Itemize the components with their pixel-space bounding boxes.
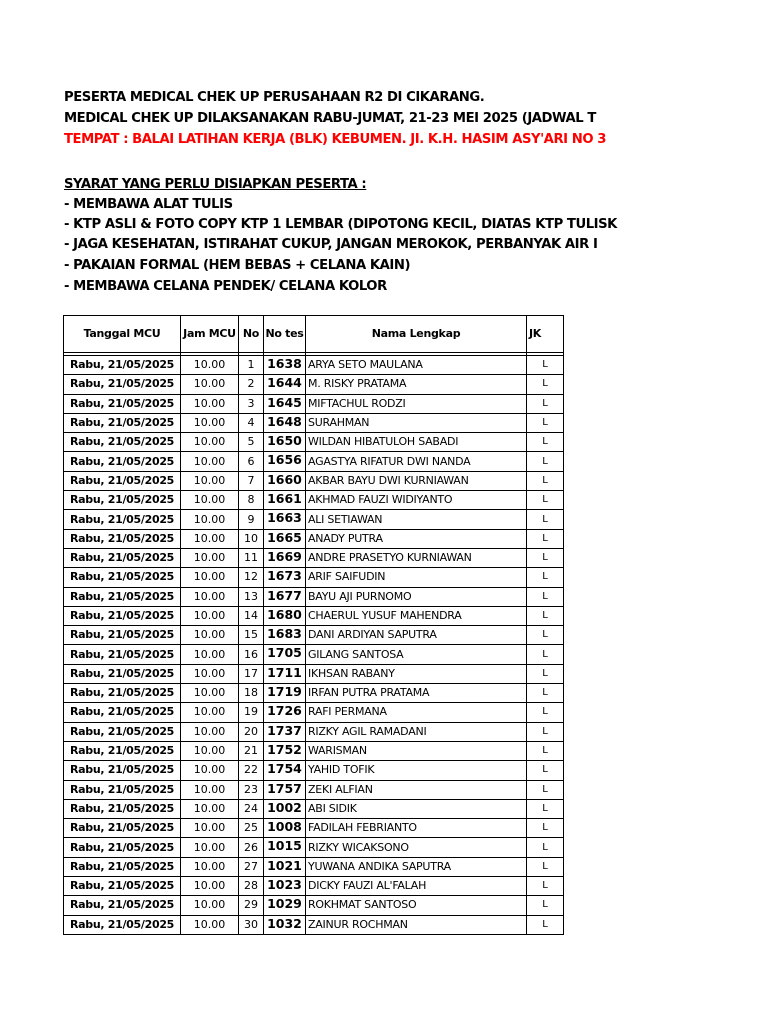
cell-no: 17 xyxy=(239,664,264,683)
cell-time: 10.00 xyxy=(181,664,239,683)
cell-time: 10.00 xyxy=(181,510,239,529)
cell-no: 26 xyxy=(239,838,264,857)
cell-gender: L xyxy=(527,857,564,876)
cell-no: 4 xyxy=(239,413,264,432)
cell-date: Rabu, 21/05/2025 xyxy=(64,877,181,896)
cell-date: Rabu, 21/05/2025 xyxy=(64,857,181,876)
requirement-item: - KTP ASLI & FOTO COPY KTP 1 LEMBAR (DIPOTONG KECIL, DIATAS KTP TULISK xyxy=(64,217,617,232)
cell-date: Rabu, 21/05/2025 xyxy=(64,722,181,741)
cell-date: Rabu, 21/05/2025 xyxy=(64,491,181,510)
cell-no: 13 xyxy=(239,587,264,606)
cell-time: 10.00 xyxy=(181,491,239,510)
cell-test-no: 1726 xyxy=(264,703,306,722)
cell-no: 27 xyxy=(239,857,264,876)
cell-no: 18 xyxy=(239,684,264,703)
table-row xyxy=(64,915,564,934)
cell-test-no: 1677 xyxy=(264,587,306,606)
cell-test-no: 1002 xyxy=(264,799,306,818)
col-header-full-name: Nama Lengkap xyxy=(306,316,527,353)
col-header-date: Tanggal MCU xyxy=(64,316,181,353)
cell-no: 14 xyxy=(239,606,264,625)
table-row xyxy=(64,645,564,664)
table-row xyxy=(64,664,564,683)
table-row xyxy=(64,452,564,471)
cell-date: Rabu, 21/05/2025 xyxy=(64,703,181,722)
cell-test-no: 1656 xyxy=(264,452,306,471)
cell-no: 23 xyxy=(239,780,264,799)
col-header-time: Jam MCU xyxy=(181,316,239,353)
table-row xyxy=(64,471,564,490)
cell-gender: L xyxy=(527,375,564,394)
cell-time: 10.00 xyxy=(181,877,239,896)
cell-time: 10.00 xyxy=(181,433,239,452)
cell-time: 10.00 xyxy=(181,896,239,915)
requirements-title: SYARAT YANG PERLU DISIAPKAN PESERTA : xyxy=(64,177,367,192)
cell-date: Rabu, 21/05/2025 xyxy=(64,356,181,375)
cell-test-no: 1015 xyxy=(264,838,306,857)
table-row xyxy=(64,684,564,703)
cell-time: 10.00 xyxy=(181,761,239,780)
cell-full-name: ZAINUR ROCHMAN xyxy=(306,915,527,934)
table-row xyxy=(64,838,564,857)
table-row xyxy=(64,413,564,432)
table-row xyxy=(64,799,564,818)
cell-test-no: 1669 xyxy=(264,548,306,567)
cell-full-name: AKBAR BAYU DWI KURNIAWAN xyxy=(306,471,527,490)
cell-test-no: 1638 xyxy=(264,356,306,375)
participants-table xyxy=(63,315,564,935)
cell-date: Rabu, 21/05/2025 xyxy=(64,510,181,529)
cell-gender: L xyxy=(527,664,564,683)
cell-test-no: 1737 xyxy=(264,722,306,741)
table-row xyxy=(64,433,564,452)
cell-no: 25 xyxy=(239,819,264,838)
cell-date: Rabu, 21/05/2025 xyxy=(64,645,181,664)
table-row xyxy=(64,780,564,799)
cell-test-no: 1660 xyxy=(264,471,306,490)
cell-date: Rabu, 21/05/2025 xyxy=(64,915,181,934)
cell-time: 10.00 xyxy=(181,587,239,606)
cell-gender: L xyxy=(527,819,564,838)
cell-time: 10.00 xyxy=(181,857,239,876)
table-row xyxy=(64,877,564,896)
cell-no: 11 xyxy=(239,548,264,567)
cell-test-no: 1032 xyxy=(264,915,306,934)
cell-gender: L xyxy=(527,568,564,587)
cell-test-no: 1754 xyxy=(264,761,306,780)
cell-full-name: FADILAH FEBRIANTO xyxy=(306,819,527,838)
cell-gender: L xyxy=(527,915,564,934)
cell-no: 10 xyxy=(239,529,264,548)
cell-gender: L xyxy=(527,684,564,703)
cell-date: Rabu, 21/05/2025 xyxy=(64,626,181,645)
cell-gender: L xyxy=(527,741,564,760)
cell-full-name: M. RISKY PRATAMA xyxy=(306,375,527,394)
cell-full-name: ARIF SAIFUDIN xyxy=(306,568,527,587)
cell-date: Rabu, 21/05/2025 xyxy=(64,684,181,703)
cell-no: 16 xyxy=(239,645,264,664)
table-row xyxy=(64,356,564,375)
cell-full-name: AKHMAD FAUZI WIDIYANTO xyxy=(306,491,527,510)
cell-test-no: 1665 xyxy=(264,529,306,548)
cell-no: 5 xyxy=(239,433,264,452)
cell-test-no: 1645 xyxy=(264,394,306,413)
col-header-gender: JK xyxy=(527,316,564,353)
col-header-no: No xyxy=(239,316,264,353)
cell-full-name: YAHID TOFIK xyxy=(306,761,527,780)
cell-no: 9 xyxy=(239,510,264,529)
cell-no: 19 xyxy=(239,703,264,722)
cell-time: 10.00 xyxy=(181,548,239,567)
cell-gender: L xyxy=(527,356,564,375)
cell-time: 10.00 xyxy=(181,684,239,703)
cell-full-name: WARISMAN xyxy=(306,741,527,760)
table-row xyxy=(64,857,564,876)
cell-time: 10.00 xyxy=(181,626,239,645)
cell-test-no: 1752 xyxy=(264,741,306,760)
cell-gender: L xyxy=(527,799,564,818)
cell-gender: L xyxy=(527,780,564,799)
table-row xyxy=(64,548,564,567)
col-header-test-no: No tes xyxy=(264,316,306,353)
schedule-line: MEDICAL CHEK UP DILAKSANAKAN RABU-JUMAT, 21-23 MEI 2025 (JADWAL T xyxy=(64,111,596,126)
cell-full-name: YUWANA ANDIKA SAPUTRA xyxy=(306,857,527,876)
cell-gender: L xyxy=(527,626,564,645)
cell-full-name: IRFAN PUTRA PRATAMA xyxy=(306,684,527,703)
cell-time: 10.00 xyxy=(181,838,239,857)
cell-no: 30 xyxy=(239,915,264,934)
cell-time: 10.00 xyxy=(181,529,239,548)
cell-test-no: 1661 xyxy=(264,491,306,510)
cell-full-name: ROKHMAT SANTOSO xyxy=(306,896,527,915)
cell-test-no: 1008 xyxy=(264,819,306,838)
cell-full-name: ABI SIDIK xyxy=(306,799,527,818)
cell-date: Rabu, 21/05/2025 xyxy=(64,452,181,471)
table-row xyxy=(64,703,564,722)
cell-full-name: RAFI PERMANA xyxy=(306,703,527,722)
cell-full-name: DANI ARDIYAN SAPUTRA xyxy=(306,626,527,645)
cell-time: 10.00 xyxy=(181,471,239,490)
table-row xyxy=(64,722,564,741)
cell-time: 10.00 xyxy=(181,394,239,413)
table-row xyxy=(64,741,564,760)
cell-date: Rabu, 21/05/2025 xyxy=(64,548,181,567)
cell-time: 10.00 xyxy=(181,780,239,799)
cell-gender: L xyxy=(527,722,564,741)
cell-date: Rabu, 21/05/2025 xyxy=(64,375,181,394)
cell-date: Rabu, 21/05/2025 xyxy=(64,819,181,838)
cell-date: Rabu, 21/05/2025 xyxy=(64,761,181,780)
cell-gender: L xyxy=(527,394,564,413)
cell-time: 10.00 xyxy=(181,799,239,818)
cell-no: 2 xyxy=(239,375,264,394)
cell-date: Rabu, 21/05/2025 xyxy=(64,606,181,625)
cell-no: 12 xyxy=(239,568,264,587)
cell-time: 10.00 xyxy=(181,356,239,375)
cell-no: 6 xyxy=(239,452,264,471)
cell-date: Rabu, 21/05/2025 xyxy=(64,896,181,915)
cell-gender: L xyxy=(527,896,564,915)
cell-time: 10.00 xyxy=(181,606,239,625)
cell-test-no: 1021 xyxy=(264,857,306,876)
cell-test-no: 1023 xyxy=(264,877,306,896)
cell-full-name: AGASTYA RIFATUR DWI NANDA xyxy=(306,452,527,471)
cell-no: 20 xyxy=(239,722,264,741)
cell-time: 10.00 xyxy=(181,741,239,760)
cell-full-name: GILANG SANTOSA xyxy=(306,645,527,664)
cell-time: 10.00 xyxy=(181,452,239,471)
cell-time: 10.00 xyxy=(181,413,239,432)
cell-gender: L xyxy=(527,529,564,548)
cell-time: 10.00 xyxy=(181,722,239,741)
table-body xyxy=(64,356,564,935)
cell-gender: L xyxy=(527,413,564,432)
cell-date: Rabu, 21/05/2025 xyxy=(64,433,181,452)
cell-test-no: 1029 xyxy=(264,896,306,915)
cell-gender: L xyxy=(527,877,564,896)
cell-date: Rabu, 21/05/2025 xyxy=(64,568,181,587)
cell-test-no: 1683 xyxy=(264,626,306,645)
cell-date: Rabu, 21/05/2025 xyxy=(64,413,181,432)
table-row xyxy=(64,394,564,413)
cell-full-name: RIZKY AGIL RAMADANI xyxy=(306,722,527,741)
table-row xyxy=(64,510,564,529)
cell-test-no: 1648 xyxy=(264,413,306,432)
requirement-item: - JAGA KESEHATAN, ISTIRAHAT CUKUP, JANGAN MEROKOK, PERBANYAK AIR I xyxy=(64,237,598,252)
cell-full-name: ANDRE PRASETYO KURNIAWAN xyxy=(306,548,527,567)
table-row xyxy=(64,606,564,625)
cell-no: 8 xyxy=(239,491,264,510)
cell-full-name: ANADY PUTRA xyxy=(306,529,527,548)
table-row xyxy=(64,568,564,587)
cell-no: 15 xyxy=(239,626,264,645)
cell-full-name: WILDAN HIBATULOH SABADI xyxy=(306,433,527,452)
cell-date: Rabu, 21/05/2025 xyxy=(64,799,181,818)
table-row xyxy=(64,529,564,548)
table-row xyxy=(64,626,564,645)
cell-time: 10.00 xyxy=(181,915,239,934)
cell-date: Rabu, 21/05/2025 xyxy=(64,394,181,413)
cell-full-name: SURAHMAN xyxy=(306,413,527,432)
requirement-item: - PAKAIAN FORMAL (HEM BEBAS + CELANA KAIN) xyxy=(64,258,411,273)
cell-no: 7 xyxy=(239,471,264,490)
cell-test-no: 1680 xyxy=(264,606,306,625)
cell-full-name: ALI SETIAWAN xyxy=(306,510,527,529)
cell-full-name: CHAERUL YUSUF MAHENDRA xyxy=(306,606,527,625)
cell-no: 21 xyxy=(239,741,264,760)
cell-no: 3 xyxy=(239,394,264,413)
table-row xyxy=(64,587,564,606)
cell-time: 10.00 xyxy=(181,645,239,664)
requirement-item: - MEMBAWA CELANA PENDEK/ CELANA KOLOR xyxy=(64,279,387,294)
cell-no: 24 xyxy=(239,799,264,818)
document-title: PESERTA MEDICAL CHEK UP PERUSAHAAN R2 DI CIKARANG. xyxy=(64,90,485,105)
cell-time: 10.00 xyxy=(181,375,239,394)
cell-test-no: 1663 xyxy=(264,510,306,529)
table-row xyxy=(64,761,564,780)
cell-gender: L xyxy=(527,433,564,452)
table-row xyxy=(64,491,564,510)
cell-gender: L xyxy=(527,491,564,510)
cell-no: 28 xyxy=(239,877,264,896)
cell-full-name: RIZKY WICAKSONO xyxy=(306,838,527,857)
cell-full-name: IKHSAN RABANY xyxy=(306,664,527,683)
cell-date: Rabu, 21/05/2025 xyxy=(64,529,181,548)
cell-gender: L xyxy=(527,471,564,490)
cell-gender: L xyxy=(527,645,564,664)
location-line: TEMPAT : BALAI LATIHAN KERJA (BLK) KEBUMEN. JI. K.H. HASIM ASY'ARI NO 3 xyxy=(64,132,606,147)
cell-gender: L xyxy=(527,838,564,857)
cell-test-no: 1644 xyxy=(264,375,306,394)
cell-no: 29 xyxy=(239,896,264,915)
cell-time: 10.00 xyxy=(181,568,239,587)
cell-date: Rabu, 21/05/2025 xyxy=(64,838,181,857)
cell-gender: L xyxy=(527,587,564,606)
requirement-item: - MEMBAWA ALAT TULIS xyxy=(64,197,233,212)
cell-gender: L xyxy=(527,761,564,780)
cell-gender: L xyxy=(527,548,564,567)
table-row xyxy=(64,896,564,915)
cell-test-no: 1757 xyxy=(264,780,306,799)
cell-no: 22 xyxy=(239,761,264,780)
cell-test-no: 1719 xyxy=(264,684,306,703)
cell-test-no: 1673 xyxy=(264,568,306,587)
cell-full-name: DICKY FAUZI AL'FALAH xyxy=(306,877,527,896)
cell-date: Rabu, 21/05/2025 xyxy=(64,471,181,490)
cell-date: Rabu, 21/05/2025 xyxy=(64,587,181,606)
cell-test-no: 1650 xyxy=(264,433,306,452)
table-row xyxy=(64,819,564,838)
cell-date: Rabu, 21/05/2025 xyxy=(64,664,181,683)
cell-gender: L xyxy=(527,510,564,529)
cell-date: Rabu, 21/05/2025 xyxy=(64,780,181,799)
table-header-row xyxy=(64,316,564,353)
cell-gender: L xyxy=(527,606,564,625)
cell-date: Rabu, 21/05/2025 xyxy=(64,741,181,760)
cell-time: 10.00 xyxy=(181,819,239,838)
cell-full-name: ZEKI ALFIAN xyxy=(306,780,527,799)
cell-test-no: 1705 xyxy=(264,645,306,664)
cell-full-name: ARYA SETO MAULANA xyxy=(306,356,527,375)
cell-test-no: 1711 xyxy=(264,664,306,683)
cell-no: 1 xyxy=(239,356,264,375)
cell-gender: L xyxy=(527,452,564,471)
table-row xyxy=(64,375,564,394)
cell-gender: L xyxy=(527,703,564,722)
cell-full-name: BAYU AJI PURNOMO xyxy=(306,587,527,606)
cell-time: 10.00 xyxy=(181,703,239,722)
cell-full-name: MIFTACHUL RODZI xyxy=(306,394,527,413)
